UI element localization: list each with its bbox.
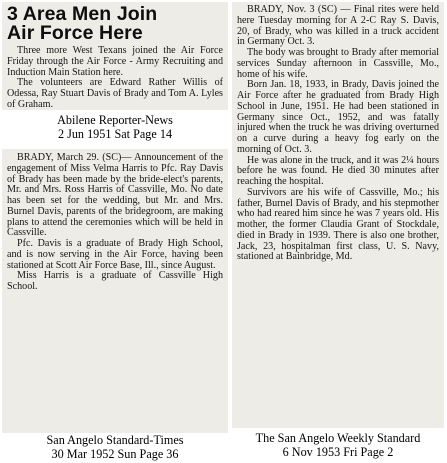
caption-date: 30 Mar 1952 Sun Page 36 [51, 447, 179, 461]
caption-san-angelo-weekly-standard [232, 431, 444, 459]
clipping-body [2, 149, 228, 293]
clipping-body [2, 43, 228, 110]
article-paragraph: BRADY, Nov. 3 (SC) — Final rites were held here Tuesday morning for A 2-C Ray S. Davis, 20, of Brady, who was killed in a truck accident in Germany Oct. 3. [237, 4, 439, 48]
article-paragraph: Born Jan. 18, 1933, in Brady, Davis joined the Air Force after he graduated from Brady High School in June, 1951. He had been stationed in Germany since Oct., 1952, and was fatally injured when the truck he was driving overturned on a curve during a heavy fog early on the morning of Oct. 3. [237, 79, 439, 155]
article-paragraph: Survivors are his wife of Cassville, Mo.; his father, Burnel Davis of Brady, and his stepmother who had reared him since he was 7 years old. His mother, the former Claudia Grant of Stockdale, died in Brady in 1939. There is also one brother, Jack, 23, hospitalman first class, U. S. Navy, stationed at Bainbridge, Md. [237, 186, 439, 263]
caption-source: San Angelo Standard-Times [46, 433, 184, 447]
article-paragraph: Miss Harris is a graduate of Cassville High School. [7, 270, 223, 292]
headline-line-1: 3 Area Men Join [7, 3, 158, 25]
article-paragraph: BRADY, March 29. (SC)— Announcement of the engagement of Miss Velma Harris to Pfc. Ray Davis of Brady has been made by the bride-elect's parents, Mr. and Mrs. Ross Harris of Cassville, Mo. No date has been set for the wedding, but Mr. and Mrs. Burnel Davis, parents of the bridegroom, are making plans to attend the ceremonies which will be held in Cassville. [7, 152, 223, 239]
caption-source: The San Angelo Weekly Standard [255, 431, 421, 445]
caption-san-angelo-standard-times [2, 433, 228, 461]
article-paragraph: Pfc. Davis is a graduate of Brady High School, and is now serving in the Air Force, having been stationed at Scott Air Force Base, Ill., since August. [7, 238, 223, 271]
article-paragraph: The body was brought to Brady after memorial services Sunday afternoon in Cassville, Mo., home of his wife. [237, 47, 439, 80]
article-paragraph: The volunteers are Edward Rather Willis of Odessa, Ray Stuart Davis of Brady and Tom A. Lyles of Graham. [7, 77, 223, 110]
article-paragraph: Three more West Texans joined the Air Force Friday through the Air Force - Army Recruiting and Induction Main Station here. [7, 45, 223, 78]
caption-date: 2 Jun 1951 Sat Page 14 [57, 127, 173, 141]
clipping-abilene-reporter-news [2, 2, 228, 110]
caption-abilene-reporter-news [2, 113, 228, 141]
clipping-san-angelo-standard-times [2, 149, 228, 433]
clipping-headline [2, 2, 228, 43]
caption-source: Abilene Reporter-News [57, 113, 173, 127]
headline-line-2: Air Force Here [7, 22, 143, 44]
article-paragraph: He was alone in the truck, and it was 2¼ hours before he was found. He died 30 minutes after reaching the hospital. [237, 154, 439, 187]
caption-date: 6 Nov 1953 Fri Page 2 [282, 445, 394, 459]
clipping-san-angelo-weekly-standard [232, 2, 444, 428]
clipping-body [232, 2, 444, 263]
